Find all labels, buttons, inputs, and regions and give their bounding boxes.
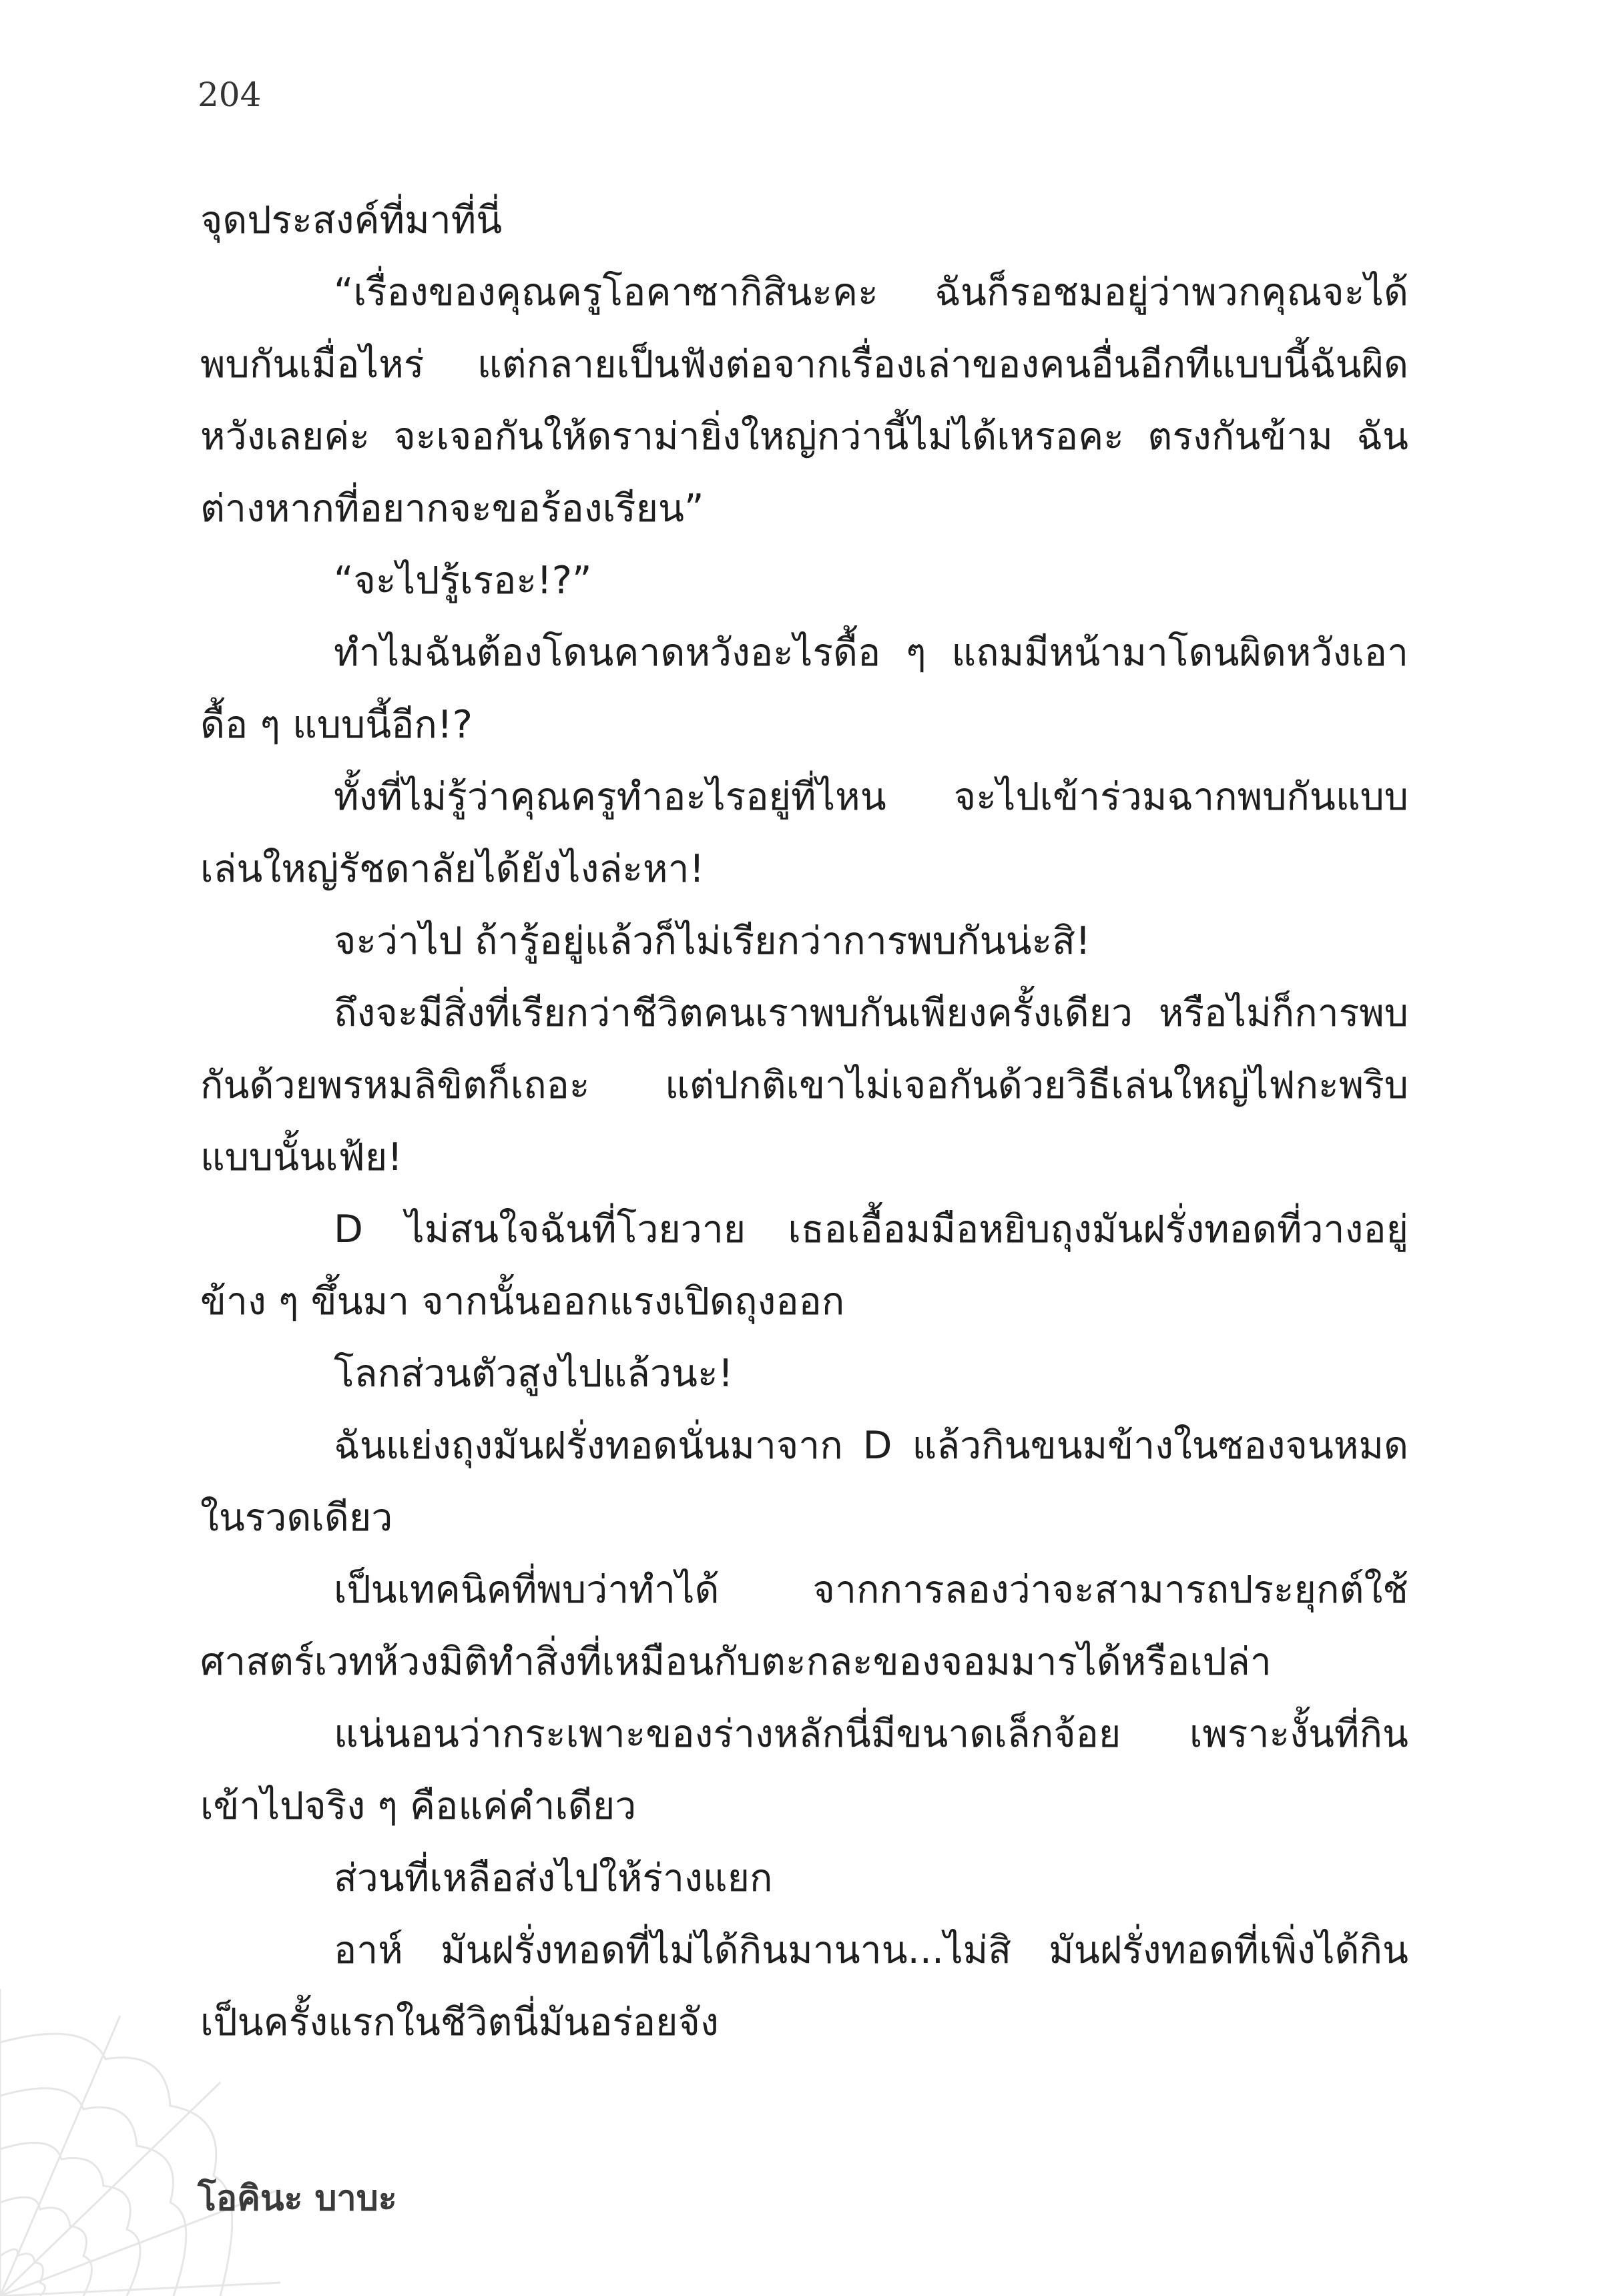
paragraph: จุดประสงค์ที่มาที่นี่ xyxy=(200,198,503,242)
paragraph: ถึงจะมีสิ่งที่เรียกว่าชีวิตคนเราพบกันเพียงครั้งเดียว หรือไม่ก็การพบกันด้วยพรหมลิขิตก็เถอะ แต่ปกติเขาไม่เจอกันด้วยวิธีเล่นใหญ่ไฟกะพริบแบบนั้นเฟ้ย! xyxy=(200,991,1408,1179)
paragraph: แน่นอนว่ากระเพาะของร่างหลักนี่มีขนาดเล็กจ้อย เพราะงั้นที่กินเข้าไปจริง ๆ คือแค่คำเดียว xyxy=(200,1712,1408,1828)
body-text xyxy=(200,184,1408,2058)
footer-book-title: โอคินะ บาบะ xyxy=(198,2179,397,2219)
paragraph: เป็นเทคนิคที่พบว่าทำได้ จากการลองว่าจะสามารถประยุกต์ใช้ศาสตร์เวทห้วงมิติทำสิ่งที่เหมือนกับตะกละของจอมมารได้หรือเปล่า xyxy=(200,1568,1408,1684)
paragraph: โลกส่วนตัวสูงไปแล้วนะ! xyxy=(334,1352,734,1396)
paragraph: “จะไปรู้เรอะ!?” xyxy=(334,559,592,603)
paragraph: D ไม่สนใจฉันที่โวยวาย เธอเอื้อมมือหยิบถุงมันฝรั่งทอดที่วางอยู่ข้าง ๆ ขึ้นมา จากนั้นออกแรงเปิดถุงออก xyxy=(200,1207,1408,1324)
spiderweb-decoration-icon xyxy=(0,1989,280,2296)
paragraph: จะว่าไป ถ้ารู้อยู่แล้วก็ไม่เรียกว่าการพบกันน่ะสิ! xyxy=(334,919,1091,963)
paragraph: “เรื่องของคุณครูโอคาซากิสินะคะ ฉันก็รอชมอยู่ว่าพวกคุณจะได้พบกันเมื่อไหร่ แต่กลายเป็นฟังต่อจากเรื่องเล่าของคนอื่นอีกทีแบบนี้ฉันผิดหวังเลยค่ะ จะเจอกันให้ดราม่ายิ่งใหญ่กว่านี้ไม่ได้เหรอคะ ตรงกันข้าม ฉันต่างหากที่อยากจะขอร้องเรียน” xyxy=(200,270,1408,531)
paragraph: ฉันแย่งถุงมันฝรั่งทอดนั่นมาจาก D แล้วกินขนมข้างในซองจนหมดในรวดเดียว xyxy=(200,1424,1408,1540)
paragraph: ทั้งที่ไม่รู้ว่าคุณครูทำอะไรอยู่ที่ไหน จะไปเข้าร่วมฉากพบกันแบบเล่นใหญ่รัชดาลัยได้ยังไงล่ะหา! xyxy=(200,775,1408,891)
page-number: 204 xyxy=(198,75,262,114)
paragraph: อาห์ มันฝรั่งทอดที่ไม่ได้กินมานาน...ไม่สิ มันฝรั่งทอดที่เพิ่งได้กินเป็นครั้งแรกในชีวิตนี่มันอร่อยจัง xyxy=(200,1928,1408,2044)
paragraph: ทำไมฉันต้องโดนคาดหวังอะไรดื้อ ๆ แถมมีหน้ามาโดนผิดหวังเอาดื้อ ๆ แบบนี้อีก!? xyxy=(200,631,1408,747)
paragraph: ส่วนที่เหลือส่งไปให้ร่างแยก xyxy=(334,1856,773,1900)
